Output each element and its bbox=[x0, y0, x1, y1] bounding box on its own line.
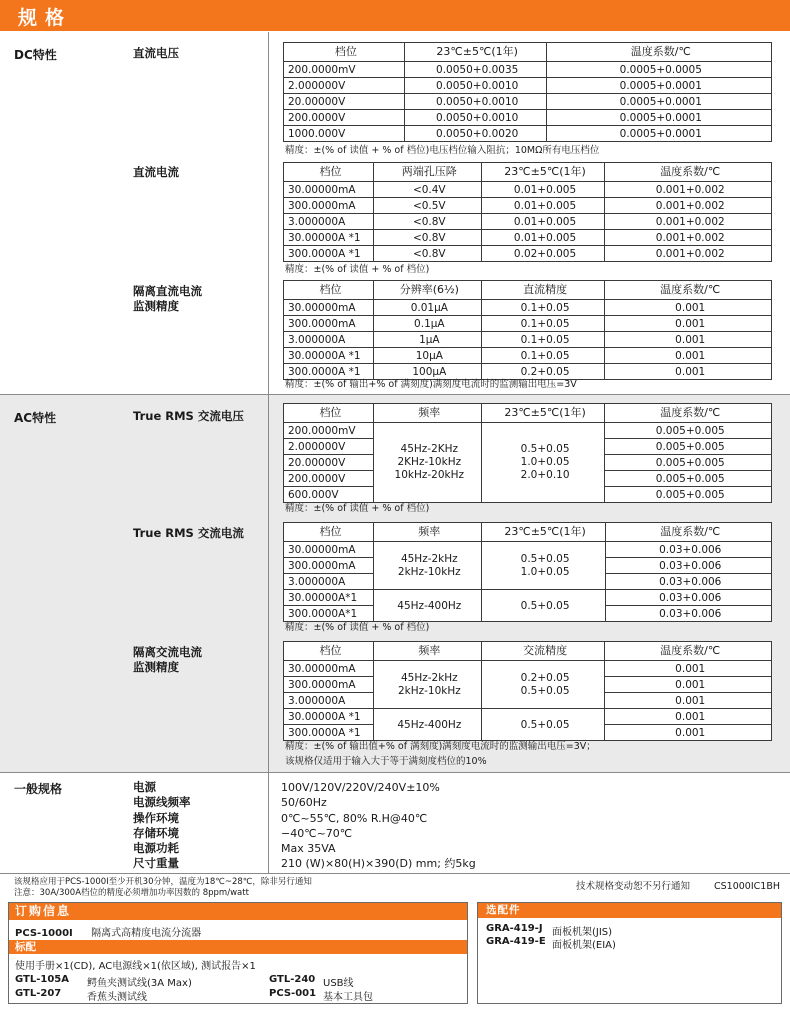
model-code: PCS-1000I bbox=[15, 928, 73, 939]
range-cell: 300.0000mA bbox=[284, 316, 374, 332]
frequency-line: 45Hz-2KHz bbox=[400, 443, 459, 455]
table-header-row bbox=[284, 523, 772, 542]
ac-current-table bbox=[283, 522, 772, 622]
range-cell: 2.000000V bbox=[284, 78, 405, 94]
frequency-cell bbox=[373, 542, 481, 590]
table-row bbox=[284, 94, 772, 110]
accessory-item bbox=[269, 988, 316, 999]
spec-title-bar bbox=[0, 0, 790, 31]
spec-title: 规格 bbox=[18, 7, 73, 29]
header-cell: 23℃±5℃(1年) bbox=[481, 523, 605, 542]
accuracy-cell: 0.1+0.05 bbox=[481, 332, 605, 348]
dc-current-label: 直流电流 bbox=[133, 165, 179, 179]
general-label: 一般规格 bbox=[14, 782, 63, 796]
options-box bbox=[477, 902, 782, 1004]
temp-coef-cell: 0.001 bbox=[605, 661, 772, 677]
general-values bbox=[281, 780, 476, 872]
temp-coef-cell: 0.03+0.006 bbox=[605, 574, 772, 590]
accuracy-line: 2.0+0.10 bbox=[520, 469, 570, 481]
ac-section bbox=[0, 395, 790, 772]
model-line bbox=[15, 924, 201, 939]
accuracy-cell: 0.0050+0.0010 bbox=[404, 78, 546, 94]
header-cell: 档位 bbox=[284, 404, 374, 423]
doc-code: CS1000IC1BH bbox=[714, 881, 780, 892]
temp-coef-cell: 0.005+0.005 bbox=[605, 471, 772, 487]
dc-current-table bbox=[283, 162, 772, 262]
temp-coef-cell: 0.001 bbox=[605, 300, 772, 316]
table-row bbox=[284, 348, 772, 364]
ac-isolated-label-line1: 隔离交流电流 bbox=[133, 645, 202, 659]
notice-text: 技术规格变动恕不另行通知 bbox=[575, 881, 690, 892]
ac-voltage-note: 精度：±(% of 读值 + % of 档位) bbox=[285, 503, 430, 514]
header-cell: 频率 bbox=[373, 523, 481, 542]
table-row bbox=[284, 332, 772, 348]
footnote-right bbox=[576, 878, 780, 892]
header-cell: 23℃±5℃(1年) bbox=[481, 163, 605, 182]
header-cell: 温度系数/℃ bbox=[605, 281, 772, 300]
range-cell: 3.000000A bbox=[284, 693, 374, 709]
accessory-desc: 基本工具包 bbox=[323, 992, 373, 1003]
header-cell: 23℃±5℃(1年) bbox=[481, 404, 605, 423]
order-info-title: 订购信息 bbox=[9, 903, 467, 920]
table-row bbox=[284, 246, 772, 262]
header-cell: 分辨率(6½) bbox=[373, 281, 481, 300]
header-cell: 温度系数/℃ bbox=[605, 523, 772, 542]
accessory-code: GTL-240 bbox=[269, 974, 316, 985]
temp-coef-cell: 0.0005+0.0001 bbox=[546, 126, 771, 142]
accessory-code: GTL-207 bbox=[15, 988, 62, 999]
option-desc: 面板机架(EIA) bbox=[552, 940, 616, 951]
ac-isolated-note-1: 精度：±(% of 输出值+% of 满刻度)满刻度电流时的监测输出电压=3V； bbox=[285, 741, 596, 752]
temp-coef-cell: 0.001 bbox=[605, 364, 772, 380]
temp-coef-cell: 0.001 bbox=[605, 348, 772, 364]
footnote-2: 注意：30A/300A档位的精度必须增加功率因数的 8ppm/watt bbox=[14, 888, 249, 898]
ac-isolated-note-2: 该规格仅适用于输入大于等于满刻度档位的10% bbox=[285, 756, 487, 767]
ac-current-label: True RMS 交流电流 bbox=[133, 526, 244, 540]
frequency-line: 45Hz-2kHz bbox=[400, 552, 458, 565]
range-cell: 3.000000A bbox=[284, 574, 374, 590]
table-row bbox=[284, 661, 772, 677]
accuracy-line: 1.0+0.05 bbox=[520, 456, 570, 468]
general-item-label: 尺寸重量 bbox=[133, 856, 179, 871]
footnote-1: 该规格应用于PCS-1000I至少开机30分钟，温度为18℃~28℃，除非另行通知 bbox=[14, 877, 312, 887]
temp-coef-cell: 0.03+0.006 bbox=[605, 590, 772, 606]
range-cell: 1000.000V bbox=[284, 126, 405, 142]
frequency-line: 2kHz-10kHz bbox=[397, 565, 461, 578]
header-cell: 温度系数/℃ bbox=[605, 642, 772, 661]
general-item-value: Max 35VA bbox=[281, 842, 336, 856]
header-cell: 温度系数/℃ bbox=[605, 404, 772, 423]
dc-divider bbox=[268, 32, 269, 394]
burden-cell: <0.8V bbox=[373, 214, 481, 230]
table-row bbox=[284, 198, 772, 214]
options-title: 选配件 bbox=[478, 903, 781, 918]
accuracy-line: 0.5+0.05 bbox=[520, 552, 570, 565]
ac-voltage-table bbox=[283, 403, 772, 503]
range-cell: 20.00000V bbox=[284, 94, 405, 110]
dc-section bbox=[0, 32, 790, 394]
accuracy-cell: 0.1+0.05 bbox=[481, 348, 605, 364]
table-row bbox=[284, 230, 772, 246]
accuracy-cell: 0.0050+0.0020 bbox=[404, 126, 546, 142]
table-header-row bbox=[284, 163, 772, 182]
burden-cell: <0.4V bbox=[373, 182, 481, 198]
general-item-label: 存储环境 bbox=[133, 825, 179, 840]
general-item-label: 电源线频率 bbox=[133, 795, 191, 810]
range-cell: 30.00000mA bbox=[284, 182, 374, 198]
standard-accessories-text: 使用手册×1(CD), AC电源线×1(依区域), 测试报告×1 bbox=[15, 961, 256, 972]
accessory-code: PCS-001 bbox=[269, 988, 317, 999]
range-cell: 200.0000V bbox=[284, 110, 405, 126]
order-info-box bbox=[8, 902, 468, 1004]
burden-cell: <0.8V bbox=[373, 230, 481, 246]
temp-coef-cell: 0.0005+0.0001 bbox=[546, 78, 771, 94]
temp-coef-cell: 0.005+0.005 bbox=[605, 423, 772, 439]
header-cell: 两端孔压降 bbox=[373, 163, 481, 182]
range-cell: 200.0000mV bbox=[284, 62, 405, 78]
accuracy-line: 0.5+0.05 bbox=[520, 443, 570, 455]
temp-coef-cell: 0.0005+0.0005 bbox=[546, 62, 771, 78]
temp-coef-cell: 0.005+0.005 bbox=[605, 439, 772, 455]
resolution-cell: 0.01μA bbox=[373, 300, 481, 316]
range-cell: 300.0000A*1 bbox=[284, 606, 374, 622]
range-cell: 300.0000mA bbox=[284, 677, 374, 693]
accessory-item bbox=[15, 974, 69, 985]
frequency-line: 10kHz-20kHz bbox=[394, 469, 465, 481]
ac-isolated-table bbox=[283, 641, 772, 741]
frequency-cell bbox=[373, 423, 481, 503]
accuracy-cell: 0.1+0.05 bbox=[481, 300, 605, 316]
header-cell: 交流精度 bbox=[481, 642, 605, 661]
temp-coef-cell: 0.001+0.002 bbox=[605, 230, 772, 246]
table-row bbox=[284, 709, 772, 725]
burden-cell: <0.5V bbox=[373, 198, 481, 214]
accuracy-cell: 0.5+0.05 bbox=[481, 590, 605, 622]
range-cell: 2.000000V bbox=[284, 439, 374, 455]
model-desc: 隔离式高精度电流分流器 bbox=[91, 928, 202, 939]
dc-isolated-table bbox=[283, 280, 772, 380]
table-row bbox=[284, 423, 772, 439]
header-cell: 档位 bbox=[284, 43, 405, 62]
general-item-value: 100V/120V/220V/240V±10% bbox=[281, 781, 440, 794]
accuracy-cell: 0.5+0.05 bbox=[481, 709, 605, 741]
general-divider bbox=[268, 773, 269, 873]
general-item-value: 210 (W)×80(H)×390(D) mm; 约5kg bbox=[281, 857, 476, 871]
range-cell: 30.00000mA bbox=[284, 661, 374, 677]
accuracy-line: 0.5+0.05 bbox=[520, 684, 570, 697]
header-cell: 频率 bbox=[373, 404, 481, 423]
temp-coef-cell: 0.001 bbox=[605, 332, 772, 348]
accessory-item bbox=[269, 974, 315, 985]
temp-coef-cell: 0.001 bbox=[605, 316, 772, 332]
option-code: GRA-419-E bbox=[486, 936, 546, 947]
ac-isolated-label bbox=[133, 645, 202, 675]
resolution-cell: 100μA bbox=[373, 364, 481, 380]
general-item-label: 电源功耗 bbox=[133, 841, 179, 856]
header-cell: 档位 bbox=[284, 642, 374, 661]
accessory-desc: 香蕉头测试线 bbox=[87, 992, 147, 1003]
general-item-value: 50/60Hz bbox=[281, 796, 327, 810]
general-item-label: 操作环境 bbox=[133, 810, 179, 825]
option-item bbox=[486, 923, 543, 934]
accuracy-cell: 0.0050+0.0010 bbox=[404, 110, 546, 126]
header-cell: 频率 bbox=[373, 642, 481, 661]
range-cell: 30.00000A *1 bbox=[284, 230, 374, 246]
range-cell: 200.0000mV bbox=[284, 423, 374, 439]
temp-coef-cell: 0.005+0.005 bbox=[605, 455, 772, 471]
range-cell: 200.0000V bbox=[284, 471, 374, 487]
table-row bbox=[284, 542, 772, 558]
resolution-cell: 10μA bbox=[373, 348, 481, 364]
header-cell: 直流精度 bbox=[481, 281, 605, 300]
range-cell: 300.0000A *1 bbox=[284, 725, 374, 741]
temp-coef-cell: 0.03+0.006 bbox=[605, 542, 772, 558]
accuracy-cell: 0.2+0.05 bbox=[481, 364, 605, 380]
accuracy-cell: 0.1+0.05 bbox=[481, 316, 605, 332]
temp-coef-cell: 0.001 bbox=[605, 709, 772, 725]
ac-divider bbox=[268, 395, 269, 772]
dc-current-note: 精度：±(% of 读值 + % of 档位) bbox=[285, 264, 430, 275]
option-desc: 面板机架(JIS) bbox=[552, 927, 613, 938]
dc-isolated-label bbox=[133, 284, 202, 314]
accuracy-cell bbox=[481, 661, 605, 709]
accuracy-line: 0.2+0.05 bbox=[520, 671, 570, 684]
temp-coef-cell: 0.03+0.006 bbox=[605, 606, 772, 622]
header-cell: 23℃±5℃(1年) bbox=[404, 43, 546, 62]
header-cell: 档位 bbox=[284, 281, 374, 300]
frequency-cell: 45Hz-400Hz bbox=[373, 590, 481, 622]
table-row bbox=[284, 62, 772, 78]
range-cell: 30.00000A *1 bbox=[284, 709, 374, 725]
dc-isolated-label-line1: 隔离直流电流 bbox=[133, 284, 202, 298]
header-cell: 档位 bbox=[284, 163, 374, 182]
option-item bbox=[486, 936, 546, 947]
accessory-desc: 鳄鱼夹测试线(3A Max) bbox=[87, 978, 192, 989]
accuracy-cell: 0.0050+0.0035 bbox=[404, 62, 546, 78]
frequency-line: 2kHz-10kHz bbox=[397, 684, 461, 697]
resolution-cell: 1μA bbox=[373, 332, 481, 348]
range-cell: 300.0000mA bbox=[284, 198, 374, 214]
accuracy-line: 1.0+0.05 bbox=[520, 565, 570, 578]
table-row bbox=[284, 182, 772, 198]
dc-voltage-label: 直流电压 bbox=[133, 46, 179, 60]
accessory-code: GTL-105A bbox=[15, 974, 69, 985]
frequency-cell: 45Hz-400Hz bbox=[373, 709, 481, 741]
dc-isolated-note: 精度：±(% of 输出+% of 满刻度)满刻度电流时的监测输出电压=3V bbox=[285, 379, 577, 390]
range-cell: 300.0000mA bbox=[284, 558, 374, 574]
range-cell: 3.000000A bbox=[284, 214, 374, 230]
dc-voltage-table bbox=[283, 42, 772, 142]
dc-voltage-note: 精度：±(% of 读值 + % of 档位)电压档位输入阻抗；10MΩ所有电压档位 bbox=[285, 145, 600, 156]
table-header-row bbox=[284, 642, 772, 661]
accuracy-cell: 0.01+0.005 bbox=[481, 182, 605, 198]
general-item-label: 电源 bbox=[133, 780, 156, 794]
accuracy-cell bbox=[481, 542, 605, 590]
ac-current-note: 精度：±(% of 读值 + % of 档位) bbox=[285, 622, 430, 633]
ac-label: AC特性 bbox=[14, 411, 57, 425]
table-row bbox=[284, 300, 772, 316]
accessory-desc: USB线 bbox=[323, 978, 354, 989]
temp-coef-cell: 0.001+0.002 bbox=[605, 214, 772, 230]
temp-coef-cell: 0.0005+0.0001 bbox=[546, 94, 771, 110]
table-header-row bbox=[284, 404, 772, 423]
standard-accessories-title: 标配 bbox=[9, 940, 467, 954]
general-item-value: −40℃~70℃ bbox=[281, 826, 353, 840]
header-cell: 档位 bbox=[284, 523, 374, 542]
accuracy-cell: 0.01+0.005 bbox=[481, 214, 605, 230]
general-labels bbox=[133, 780, 191, 872]
range-cell: 30.00000mA bbox=[284, 300, 374, 316]
temp-coef-cell: 0.001 bbox=[605, 677, 772, 693]
table-row bbox=[284, 590, 772, 606]
accuracy-cell: 0.01+0.005 bbox=[481, 198, 605, 214]
temp-coef-cell: 0.001 bbox=[605, 693, 772, 709]
option-code: GRA-419-J bbox=[486, 923, 543, 934]
range-cell: 300.0000A *1 bbox=[284, 246, 374, 262]
range-cell: 30.00000mA bbox=[284, 542, 374, 558]
general-item-value: 0℃~55℃, 80% R.H@40℃ bbox=[281, 811, 428, 825]
frequency-line: 2KHz-10kHz bbox=[397, 456, 462, 468]
accessory-item bbox=[15, 988, 61, 999]
table-row bbox=[284, 78, 772, 94]
general-section bbox=[0, 773, 790, 873]
accuracy-cell: 0.02+0.005 bbox=[481, 246, 605, 262]
temp-coef-cell: 0.03+0.006 bbox=[605, 558, 772, 574]
frequency-line: 45Hz-2kHz bbox=[400, 671, 458, 684]
temp-coef-cell: 0.001+0.002 bbox=[605, 198, 772, 214]
frequency-cell bbox=[373, 661, 481, 709]
temp-coef-cell: 0.005+0.005 bbox=[605, 487, 772, 503]
range-cell: 20.00000V bbox=[284, 455, 374, 471]
dc-label: DC特性 bbox=[14, 48, 57, 62]
header-cell: 温度系数/℃ bbox=[546, 43, 771, 62]
table-header-row bbox=[284, 43, 772, 62]
header-cell: 温度系数/℃ bbox=[605, 163, 772, 182]
ac-isolated-label-line2: 监测精度 bbox=[133, 660, 179, 674]
temp-coef-cell: 0.001 bbox=[605, 725, 772, 741]
range-cell: 30.00000A *1 bbox=[284, 348, 374, 364]
ac-voltage-label: True RMS 交流电压 bbox=[133, 409, 244, 423]
temp-coef-cell: 0.0005+0.0001 bbox=[546, 110, 771, 126]
resolution-cell: 0.1μA bbox=[373, 316, 481, 332]
temp-coef-cell: 0.001+0.002 bbox=[605, 246, 772, 262]
table-header-row bbox=[284, 281, 772, 300]
section-divider bbox=[0, 873, 790, 874]
range-cell: 30.00000A*1 bbox=[284, 590, 374, 606]
accuracy-cell: 0.01+0.005 bbox=[481, 230, 605, 246]
table-row bbox=[284, 126, 772, 142]
accuracy-cell bbox=[481, 423, 605, 503]
burden-cell: <0.8V bbox=[373, 246, 481, 262]
table-row bbox=[284, 110, 772, 126]
table-row bbox=[284, 214, 772, 230]
table-row bbox=[284, 316, 772, 332]
range-cell: 3.000000A bbox=[284, 332, 374, 348]
temp-coef-cell: 0.001+0.002 bbox=[605, 182, 772, 198]
accuracy-cell: 0.0050+0.0010 bbox=[404, 94, 546, 110]
range-cell: 300.0000A *1 bbox=[284, 364, 374, 380]
dc-isolated-label-line2: 监测精度 bbox=[133, 299, 179, 313]
range-cell: 600.000V bbox=[284, 487, 374, 503]
